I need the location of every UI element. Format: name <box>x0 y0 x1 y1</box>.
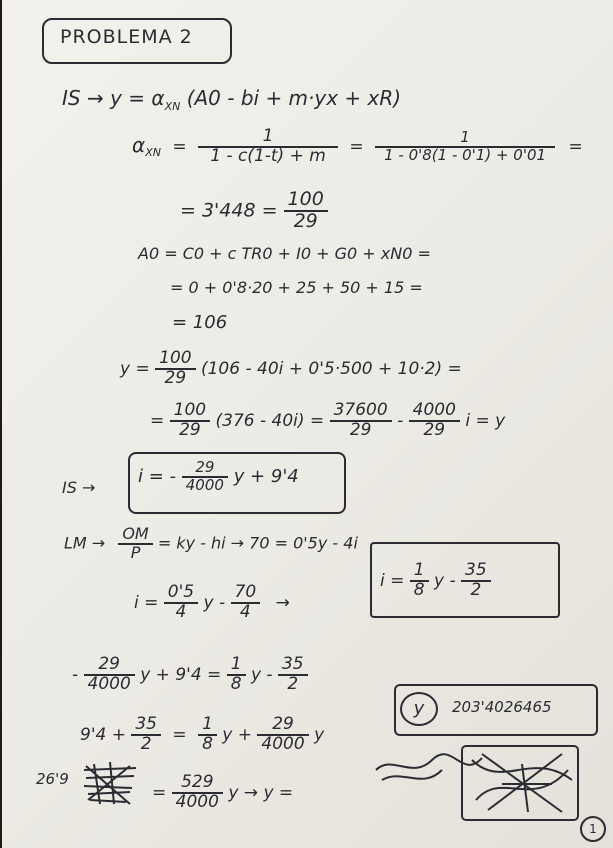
is-equation <box>62 86 401 113</box>
multiplier-symbol: α <box>132 132 146 157</box>
is-equation-lhs: IS → y = α <box>62 86 165 110</box>
scribble-crossout-left <box>80 760 140 806</box>
income-equation: y = $\frac{100}{29}$ (106 - 40i + 0'5·500 + 10·2) = <box>120 348 462 388</box>
equilibrium-equation: - $\frac{29}{4000}$ y + 9'4 = $\frac{1}{8}$ y - $\frac{35}{2}$ <box>72 656 308 694</box>
multiplier-fraction-1: $\frac{1}{1 - c(1-t) + m}$ <box>198 128 338 166</box>
multiplier-line <box>132 128 583 166</box>
is-curve-label: IS → <box>62 478 96 497</box>
equals-sign-trailing: = <box>568 136 583 157</box>
autonomous-spending: A0 = C0 + c TR0 + I0 + G0 + xN0 = <box>138 244 431 263</box>
equilibrium-rearranged: 9'4 + $\frac{35}{2}$ = $\frac{1}{8}$ y + $\frac{29}{4000}$ y <box>80 714 325 754</box>
result-variable-circle: y <box>400 692 438 726</box>
lm-curve-equation: i = $\frac{1}{8}$ y - $\frac{35}{2}$ <box>380 562 491 600</box>
equilibrium-final-right: = $\frac{529}{4000}$ y → y = <box>152 772 294 812</box>
is-equation-rhs: (A0 - bi + m·yx + xR) <box>186 86 402 110</box>
page-title: PROBLEMA 2 <box>60 26 193 48</box>
multiplier-value: = 3'448 = $\frac{100}{29}$ <box>180 190 328 232</box>
equals-sign: = <box>349 136 364 157</box>
is-curve-equation: i = - $\frac{29}{4000}$ y + 9'4 <box>138 458 299 494</box>
notebook-page <box>2 0 613 848</box>
lm-solve: i = $\frac{0'5}{4}$ y - $\frac{70}{4}$ → <box>134 582 290 622</box>
page-number: 1 <box>580 816 606 842</box>
equilibrium-final-left: 26'9 <box>36 770 69 788</box>
multiplier-fraction-2: $\frac{1}{1 - 0'8(1 - 0'1) + 0'01}$ <box>375 130 555 164</box>
multiplier-sub: XN <box>145 146 161 160</box>
equals-sign: = <box>172 136 187 157</box>
lm-equation: LM → $\frac{OM}{P}$ = ky - hi → 70 = 0'5y - 4i <box>64 524 358 562</box>
autonomous-sum: = 0 + 0'8·20 + 25 + 50 + 15 = <box>170 278 423 297</box>
autonomous-result: = 106 <box>172 312 228 333</box>
income-simplified: = $\frac{100}{29}$ (376 - 40i) = $\frac{37600}{29}$ - $\frac{4000}{29}$ i = y <box>150 400 506 440</box>
scribble-crossout-right <box>372 740 584 824</box>
result-value: 203'4026465 <box>452 698 552 716</box>
is-equation-sub: XN <box>164 100 181 113</box>
